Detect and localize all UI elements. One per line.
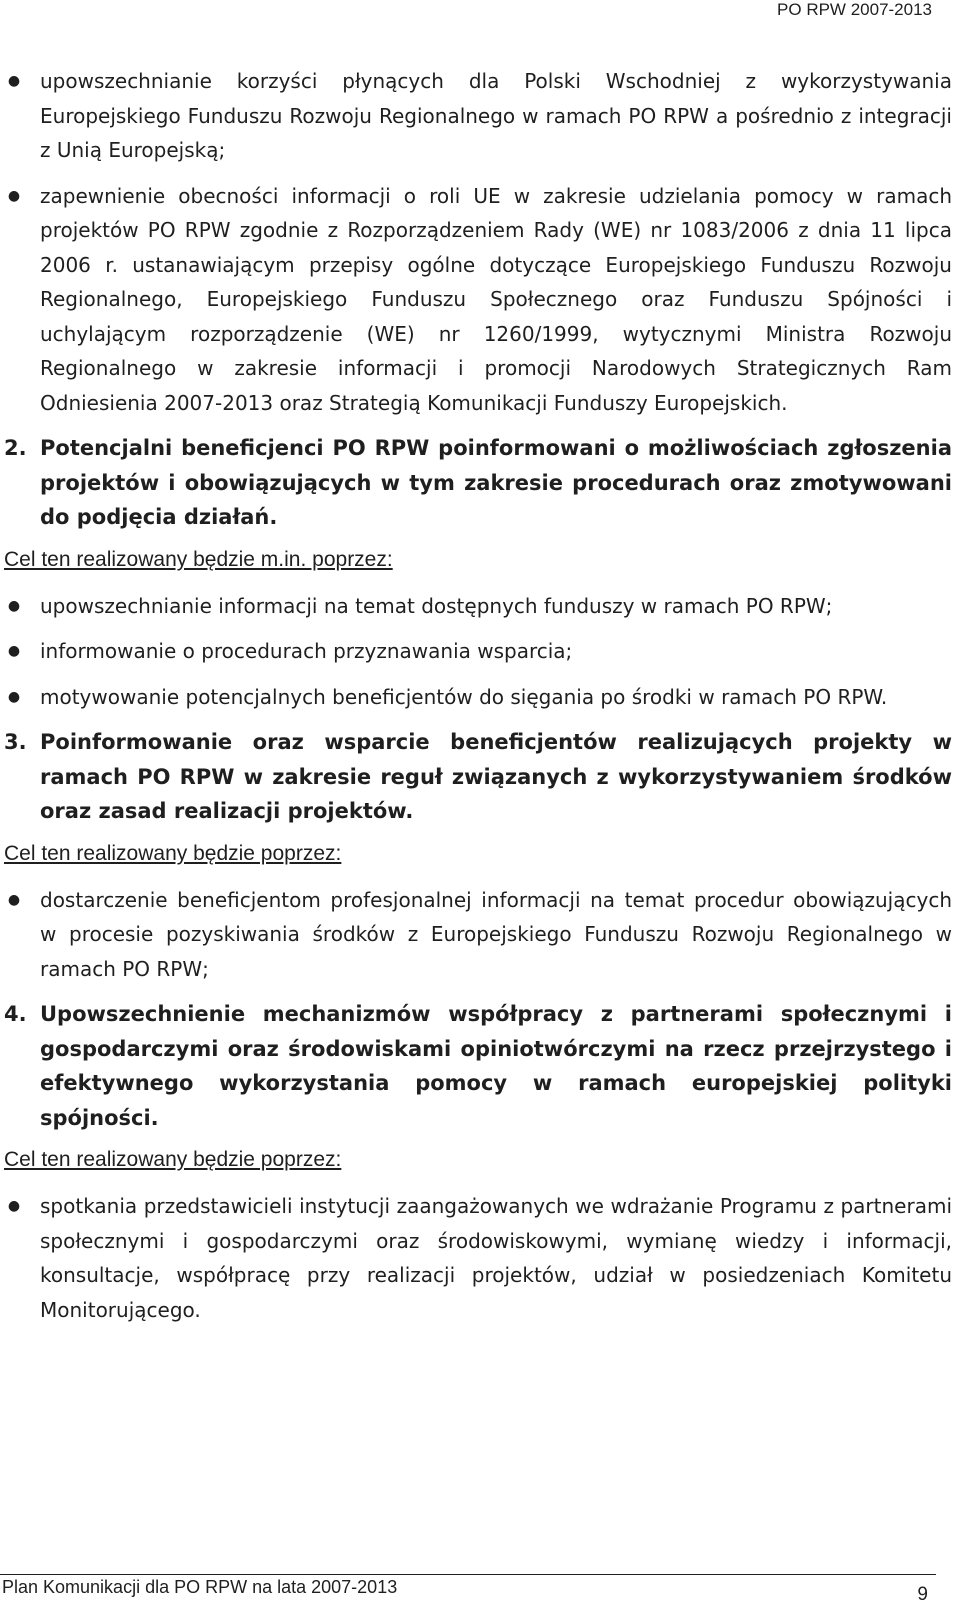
list-item-text: zapewnienie obecności informacji o roli UE w zakresie udzielania pomocy w ramach projektów PO RPW zgodnie z Rozporządzeniem Rady (WE) nr 1083/2006 z dnia 11 lipca 2006 r. ustanawiającym przepisy ogólne dotyczące Europejskiego Funduszu Rozwoju Regionalnego, Europejskiego Funduszu Społecznego oraz Funduszu Spójności i uchylającym rozporządzenie (WE) nr 1260/1999, wytycznymi Ministra Rozwoju Regionalnego w zakresie informacji i promocji Narodowych Strategicznych Ram Odniesienia 2007-2013 oraz Strategią Komunikacji Funduszy Europejskich.: [40, 183, 952, 415]
section-number: 2.: [4, 436, 27, 460]
section-intro: Cel ten realizowany będzie poprzez:: [4, 1148, 342, 1171]
bullet-icon: ●: [7, 597, 21, 614]
list-item: [4, 883, 952, 987]
section-intro: Cel ten realizowany będzie m.in. poprzez:: [4, 547, 393, 571]
section-title: Poinformowanie oraz wsparcie beneficjentów realizujących projekty w ramach PO RPW w zakresie reguł związanych z wykorzystywaniem środków oraz zasad realizacji projektów.: [40, 730, 952, 823]
list-item-text: upowszechnianie korzyści płynących dla Polski Wschodniej z wykorzystywania Europejskiego Funduszu Rozwoju Regionalnego w ramach PO RPW a pośrednio z integracji z Unią Europejską;: [40, 69, 952, 162]
section-number: 4.: [4, 1002, 27, 1026]
list-item: [4, 179, 952, 421]
section-heading-2: [4, 431, 952, 535]
list-item-text: informowanie o procedurach przyznawania wsparcia;: [40, 639, 573, 663]
page-number: 9: [917, 1584, 928, 1605]
list-item: [4, 64, 952, 168]
section-title: Upowszechnienie mechanizmów współpracy z partnerami społecznymi i gospodarczymi oraz środowiskami opiniotwórczymi na rzecz przejrzystego i efektywnego wykorzystania pomocy w ramach europejskiej polityki spójności.: [40, 1002, 952, 1130]
list-item: [4, 1189, 952, 1327]
document-body: [4, 64, 952, 1338]
bullet-icon: ●: [7, 73, 21, 89]
list-item: [4, 680, 952, 715]
footer-divider: [0, 1574, 936, 1575]
list-item: [4, 634, 952, 669]
section-intro: Cel ten realizowany będzie poprzez:: [4, 841, 342, 865]
section-title: Potencjalni beneficjenci PO RPW poinformowani o możliwościach zgłoszenia projektów i obowiązujących w tym zakresie procedurach oraz zmotywowani do podjęcia działań.: [40, 436, 952, 529]
section-number: 3.: [4, 730, 27, 754]
section-heading-4: [4, 997, 952, 1135]
list-item-text: motywowanie potencjalnych beneficjentów do sięgania po środki w ramach PO RPW.: [40, 684, 888, 709]
bullet-icon: ●: [7, 187, 21, 204]
bullet-icon: ●: [7, 891, 21, 908]
page-header: PO RPW 2007-2013: [777, 0, 932, 19]
list-item: [4, 589, 952, 624]
list-item-text: dostarczenie beneficjentom profesjonalnej informacji na temat procedur obowiązujących w procesie pozyskiwania środków z Europejskiego Funduszu Rozwoju Regionalnego w ramach PO RPW;: [40, 887, 952, 981]
bullet-icon: ●: [7, 1198, 21, 1214]
footer-title: Plan Komunikacji dla PO RPW na lata 2007-2013: [2, 1577, 398, 1597]
list-item-text: upowszechnianie informacji na temat dostępnych funduszy w ramach PO RPW;: [40, 593, 833, 618]
bullet-icon: ●: [7, 643, 21, 659]
section-heading-3: [4, 725, 952, 829]
list-item-text: spotkania przedstawicieli instytucji zaangażowanych we wdrażanie Programu z partnerami społecznymi i gospodarczymi oraz środowiskowymi, wymianę wiedzy i informacji, konsultacje, współpracę przy realizacji projektów, udział w posiedzeniach Komitetu Monitorującego.: [40, 1194, 952, 1322]
bullet-icon: ●: [7, 688, 21, 705]
